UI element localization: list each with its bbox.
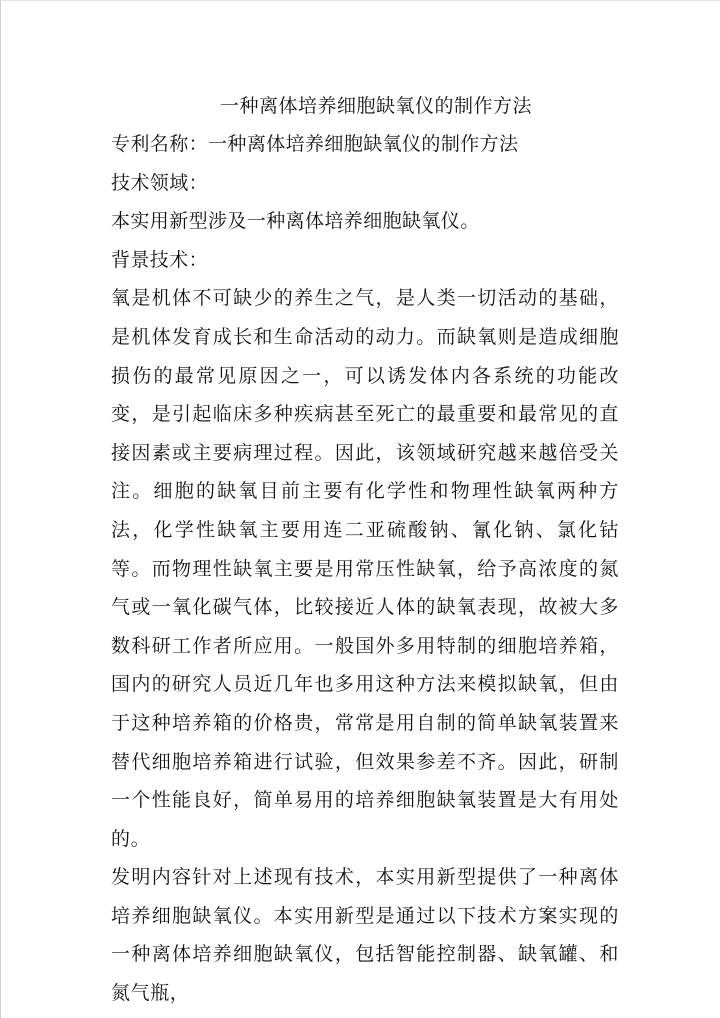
document-title: 一种离体培养细胞缺氧仪的制作方法 xyxy=(219,95,532,117)
document-body xyxy=(111,91,619,1013)
background-heading: 背景技术： xyxy=(111,248,209,271)
patent-name-label: 专利名称： xyxy=(111,133,209,155)
tech-field-heading: 技术领域： xyxy=(111,171,209,194)
invention-paragraph: 发明内容针对上述现有技术，本实用新型提供了一种离体培养细胞缺氧仪。本实用新型是通过以下技术方案实现的一种离体培养细胞缺氧仪，包括智能控制器、缺氧罐、和氮气瓶， xyxy=(111,866,619,1005)
tech-field-text: 本实用新型涉及一种离体培养细胞缺氧仪。 xyxy=(111,210,480,233)
background-paragraph: 氧是机体不可缺少的养生之气，是人类一切活动的基础，是机体发育成长和生命活动的动力。而缺氧则是造成细胞损伤的最常见原因之一，可以诱发体内各系统的功能改变，是引起临床多种疾病甚至死亡的最重要和最常见的直接因素或主要病理过程。因此，该领域研究越来越倍受关注。细胞的缺氧目前主要有化学性和物理性缺氧两种方法，化学性缺氧主要用连二亚硫酸钠、氰化钠、氯化钴等。而物理性缺氧主要是用常压性缺氧，给予高浓度的氮气或一氧化碳气体，比较接近人体的缺氧表现，故被大多数科研工作者所应用。一般国外多用特制的细胞培养箱，国内的研究人员近几年也多用这种方法来模拟缺氧，但由于这种培养箱的价格贵，常常是用自制的简单缺氧装置来替代细胞培养箱进行试验，但效果参差不齐。因此，研制一个性能良好，简单易用的培养细胞缺氧装置是大有用处的。 xyxy=(111,287,619,850)
patent-name-line xyxy=(111,125,619,164)
patent-name-value: 一种离体培养细胞缺氧仪的制作方法 xyxy=(208,133,519,155)
